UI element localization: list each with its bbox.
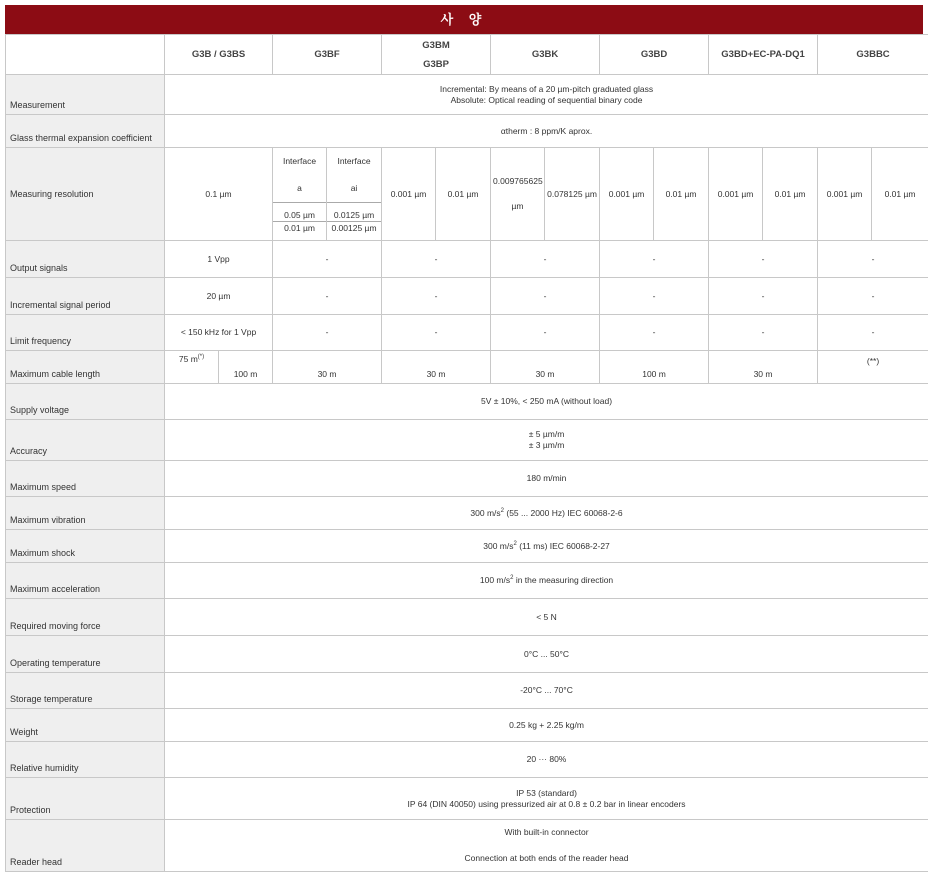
value-supply: 5V ± 10%, < 250 mA (without load) (165, 384, 928, 420)
value-force: < 5 N (165, 599, 928, 636)
period-g3bdec: - (709, 278, 818, 315)
value-sttemp: -20°C ... 70°C (165, 673, 928, 709)
spec-title: 사 양 (5, 5, 923, 34)
reader-line2: Connection at both ends of the reader head (464, 853, 629, 863)
limit-g3b: < 150 kHz for 1 Vpp (165, 315, 273, 351)
row-period (6, 278, 928, 315)
row-optemp (6, 636, 928, 673)
value-speed: 180 m/min (165, 461, 928, 497)
value-reader (165, 820, 928, 872)
res-g3bf-a-table (273, 148, 326, 236)
res-g3bf-ai (327, 148, 382, 241)
row-accel (6, 563, 928, 599)
output-g3bdec: - (709, 241, 818, 278)
row-shock (6, 530, 928, 563)
cable-g3bbc: (**) (818, 351, 928, 384)
label-speed: Maximum speed (6, 461, 165, 497)
res-g3bbc-2: 0.01 µm (872, 148, 928, 241)
cable-g3bm: 30 m (382, 351, 491, 384)
label-protection: Protection (6, 778, 165, 820)
res-g3bf-ai-v1: 0.0125 µm (327, 202, 381, 221)
output-g3b: 1 Vpp (165, 241, 273, 278)
row-supply (6, 384, 928, 420)
output-g3bm: - (382, 241, 491, 278)
label-output: Output signals (6, 241, 165, 278)
res-g3bf-a-v2: 0.01 µm (273, 221, 326, 236)
period-g3bbc: - (818, 278, 928, 315)
label-optemp: Operating temperature (6, 636, 165, 673)
cable-g3bf: 30 m (273, 351, 382, 384)
row-protection (6, 778, 928, 820)
label-vibration: Maximum vibration (6, 497, 165, 530)
label-limit: Limit frequency (6, 315, 165, 351)
spec-sheet (5, 5, 923, 872)
row-measurement (6, 75, 928, 115)
value-shock (165, 530, 928, 563)
col-g3bk: G3BK (491, 35, 600, 75)
col-g3bf: G3BF (273, 35, 382, 75)
vibration-value: 300 m/s (470, 507, 501, 518)
label-shock: Maximum shock (6, 530, 165, 563)
cable-g3b-a-note: (*) (197, 354, 205, 361)
limit-g3bd: - (600, 315, 709, 351)
value-weight: 0.25 kg + 2.25 kg/m (165, 709, 928, 742)
header-corner (6, 35, 165, 75)
label-supply: Supply voltage (6, 384, 165, 420)
cable-g3b-b: 100 m (219, 351, 273, 384)
spec-table (5, 34, 928, 872)
limit-g3bdec: - (709, 315, 818, 351)
value-thermal: αtherm : 8 ppm/K aprox. (165, 115, 928, 148)
limit-g3bbc: - (818, 315, 928, 351)
label-humidity: Relative humidity (6, 742, 165, 778)
cable-g3b-a-value: 75 m (178, 354, 198, 364)
accel-exponent: 2 (510, 575, 514, 582)
res-g3bdec-2: 0.01 µm (763, 148, 818, 241)
period-g3bk: - (491, 278, 600, 315)
label-period: Incremental signal period (6, 278, 165, 315)
value-optemp: 0°C ... 50°C (165, 636, 928, 673)
res-g3bd-1: 0.001 µm (600, 148, 654, 241)
accel-detail: in the measuring direction (513, 575, 614, 585)
col-g3bd-ec: G3BD+EC-PA-DQ1 (709, 35, 818, 75)
shock-value: 300 m/s (483, 540, 514, 551)
label-measurement: Measurement (6, 75, 165, 115)
limit-g3bf: - (273, 315, 382, 351)
res-g3bf-a-interface: Interface (282, 156, 317, 166)
row-reader (6, 820, 928, 872)
label-sttemp: Storage temperature (6, 673, 165, 709)
cable-g3b-a (165, 351, 219, 384)
res-g3bf-ai-name: ai (350, 182, 358, 193)
row-resolution (6, 148, 928, 241)
measurement-line2: Absolute: Optical reading of sequential binary code (450, 94, 643, 105)
res-g3b: 0.1 µm (165, 148, 273, 241)
protection-line1: IP 53 (standard) (516, 787, 577, 798)
row-accuracy (6, 420, 928, 461)
row-weight (6, 709, 928, 742)
period-g3bd: - (600, 278, 709, 315)
res-g3bd-2: 0.01 µm (654, 148, 709, 241)
label-reader: Reader head (6, 820, 165, 872)
label-accel: Maximum acceleration (6, 563, 165, 599)
res-g3bk-1-unit: µm (511, 201, 524, 211)
col-g3bbc: G3BBC (818, 35, 928, 75)
col-g3bp: G3BP (423, 58, 449, 70)
value-accuracy (165, 420, 928, 461)
cable-g3bdec: 30 m (709, 351, 818, 384)
row-thermal (6, 115, 928, 148)
res-g3bbc-1: 0.001 µm (818, 148, 872, 241)
label-weight: Weight (6, 709, 165, 742)
value-humidity: 20 ··· 80% (165, 742, 928, 778)
label-force: Required moving force (6, 599, 165, 636)
accuracy-line2: ± 3 µm/m (528, 440, 565, 450)
res-g3bdec-1: 0.001 µm (709, 148, 763, 241)
output-g3bd: - (600, 241, 709, 278)
shock-detail: (11 ms) IEC 60068-2-27 (516, 540, 610, 551)
accuracy-line1: ± 5 µm/m (528, 429, 565, 439)
res-g3bm-1: 0.001 µm (382, 148, 436, 241)
col-g3b: G3B / G3BS (165, 35, 273, 75)
res-g3bf-a-name: a (297, 182, 302, 193)
period-g3bm: - (382, 278, 491, 315)
shock-exponent: 2 (513, 540, 517, 547)
row-limit (6, 315, 928, 351)
limit-g3bm: - (382, 315, 491, 351)
col-g3bm: G3BM (422, 39, 450, 51)
cable-g3bd: 100 m (600, 351, 709, 384)
output-g3bbc: - (818, 241, 928, 278)
value-accel (165, 563, 928, 599)
reader-line1: With built-in connector (504, 827, 589, 837)
label-resolution: Measuring resolution (6, 148, 165, 241)
vibration-exponent: 2 (500, 507, 505, 514)
row-vibration (6, 497, 928, 530)
res-g3bf-a-v1: 0.05 µm (273, 202, 326, 221)
output-g3bf: - (273, 241, 382, 278)
value-vibration (165, 497, 928, 530)
row-speed (6, 461, 928, 497)
period-g3b: 20 µm (165, 278, 273, 315)
accel-value: 100 m/s (479, 575, 511, 585)
res-g3bk-1 (491, 148, 545, 241)
header-row (6, 35, 928, 75)
measurement-line1: Incremental: By means of a 20 µm-pitch graduated glass (439, 83, 654, 94)
res-g3bk-2: 0.078125 µm (545, 148, 600, 241)
res-g3bk-1-value: 0.009765625 (493, 176, 543, 186)
cable-g3bk: 30 m (491, 351, 600, 384)
vibration-detail: (55 ... 2000 Hz) IEC 60068-2-6 (504, 507, 623, 518)
row-sttemp (6, 673, 928, 709)
output-g3bk: - (491, 241, 600, 278)
row-humidity (6, 742, 928, 778)
row-cable (6, 351, 928, 384)
row-output (6, 241, 928, 278)
limit-g3bk: - (491, 315, 600, 351)
value-measurement (165, 75, 928, 115)
label-thermal: Glass thermal expansion coefficient (6, 115, 165, 148)
res-g3bf-ai-interface: Interface (337, 156, 371, 166)
value-protection (165, 778, 928, 820)
row-force (6, 599, 928, 636)
res-g3bm-2: 0.01 µm (436, 148, 491, 241)
res-g3bf-ai-v2: 0.00125 µm (327, 221, 381, 236)
col-g3bd: G3BD (600, 35, 709, 75)
col-g3bm-g3bp (382, 35, 491, 75)
res-g3bf-ai-table (327, 148, 381, 236)
period-g3bf: - (273, 278, 382, 315)
protection-line2: IP 64 (DIN 40050) using pressurized air at 0.8 ± 0.2 bar in linear encoders (407, 798, 686, 809)
res-g3bf-a (273, 148, 327, 241)
label-cable: Maximum cable length (6, 351, 165, 384)
label-accuracy: Accuracy (6, 420, 165, 461)
